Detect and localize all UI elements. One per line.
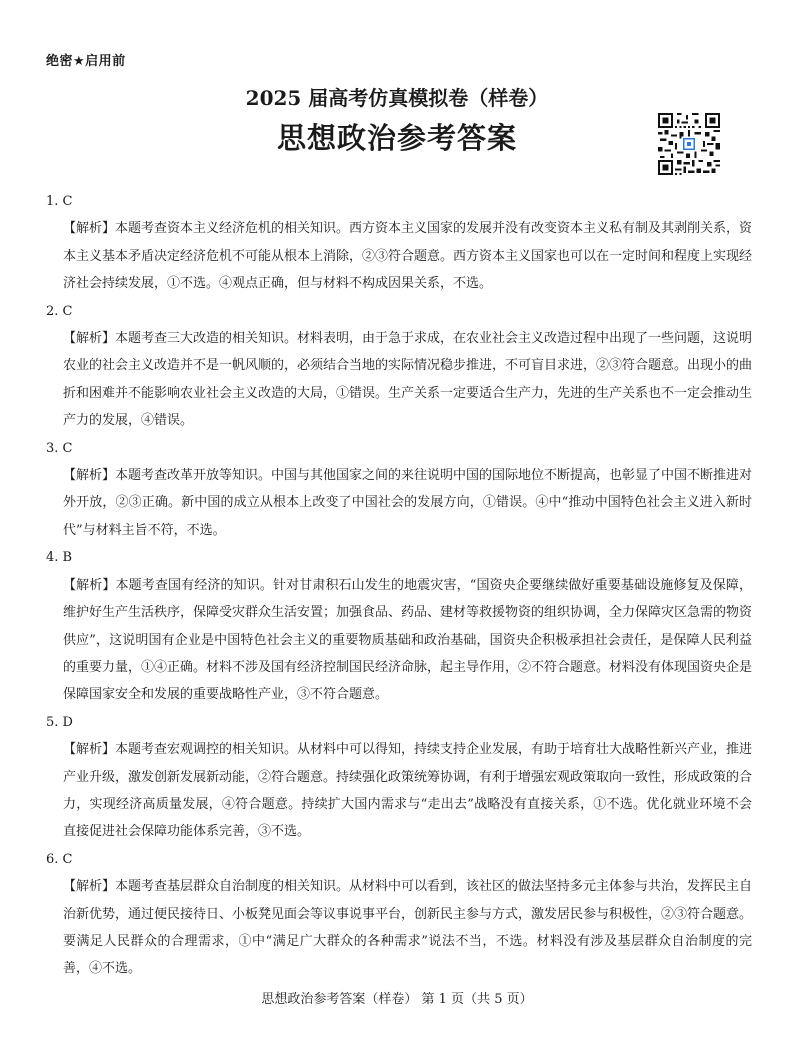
- answer-list: [46, 188, 752, 983]
- question-item: [46, 544, 752, 708]
- question-item: [46, 846, 752, 983]
- question-number: 3. C: [46, 440, 73, 456]
- qr-code-icon: [658, 113, 720, 175]
- question-item: [46, 709, 752, 846]
- question-analysis: 【解析】本题考查基层群众自治制度的相关知识。从材料中可以看到，该社区的做法坚持多元主体参与共治，发挥民主自治新优势，通过便民接待日、小板凳见面会等议事说事平台，创新民主参与方式，激发居民参与积极性，②③符合题意。要满足人民群众的合理需求，①中“满足广大群众的各种需求”说法不当，不选。材料没有涉及基层群众自治制度的完善，④不选。: [63, 879, 753, 977]
- question-number: 4. B: [46, 550, 73, 566]
- document-title: 思想政治参考答案: [276, 121, 517, 155]
- confidential-label: 绝密★启用前: [46, 54, 126, 69]
- question-analysis: 【解析】本题考查改革开放等知识。中国与其他国家之间的来往说明中国的国际地位不断提高，也彰显了中国不断推进对外开放，②③正确。新中国的成立从根本上改变了中国社会的发展方向，①错误。④中“推动中国特色社会主义进入新时代”与材料主旨不符，不选。: [63, 468, 753, 538]
- question-analysis: 【解析】本题考查三大改造的相关知识。材料表明，由于急于求成，在农业社会主义改造过程中出现了一些问题，这说明农业的社会主义改造并不是一帆风顺的，必须结合当地的实际情况稳步推进，不可盲目求进，②③符合题意。出现小的曲折和困难并不能影响农业社会主义改造的大局，①错误。生产关系一定要适合生产力，先进的生产关系也不一定会推动生产力的发展，④错误。: [63, 331, 753, 429]
- question-number: 2. C: [46, 303, 73, 319]
- question-analysis: 【解析】本题考查资本主义经济危机的相关知识。西方资本主义国家的发展并没有改变资本主义私有制及其剥削关系，资本主义基本矛盾决定经济危机不可能从根本上消除，②③符合题意。西方资本主义国家也可以在一定时间和程度上实现经济社会持续发展，①不选。④观点正确，但与材料不构成因果关系，不选。: [63, 221, 753, 292]
- question-number: 5. D: [46, 714, 73, 730]
- question-item: [46, 188, 752, 298]
- page-footer: 思想政治参考答案（样卷） 第 1 页（共 5 页）: [261, 992, 533, 1007]
- question-item: [46, 435, 752, 545]
- question-analysis: 【解析】本题考查宏观调控的相关知识。从材料中可以得知，持续支持企业发展，有助于培育壮大战略性新兴产业，推进产业升级，激发创新发展新动能，②符合题意。持续强化政策统筹协调，有利于增强宏观政策取向一致性，形成政策的合力，实现经济高质量发展，④符合题意。持续扩大国内需求与“走出去”战略没有直接关系，①不选。优化就业环境不会直接促进社会保障功能体系完善，③不选。: [63, 742, 753, 840]
- exam-title: 2025 届高考仿真模拟卷（样卷）: [245, 86, 549, 110]
- question-item: [46, 298, 752, 435]
- question-number: 6. C: [46, 851, 73, 867]
- question-analysis: 【解析】本题考查国有经济的知识。针对甘肃积石山发生的地震灾害，“国资央企要继续做好重要基础设施修复及保障，维护好生产生活秩序，保障受灾群众生活安置；加强食品、药品、建材等救援物资的组织协调，全力保障灾区急需的物资供应”，这说明国有企业是中国特色社会主义的重要物质基础和政治基础，国资央企积极承担社会责任，是保障人民利益的重要力量，①④正确。材料不涉及国有经济控制国民经济命脉，起主导作用，②不符合题意。材料没有体现国资央企是保障国家安全和发展的重要战略性产业，③不符合题意。: [63, 577, 753, 703]
- question-number: 1. C: [46, 194, 73, 209]
